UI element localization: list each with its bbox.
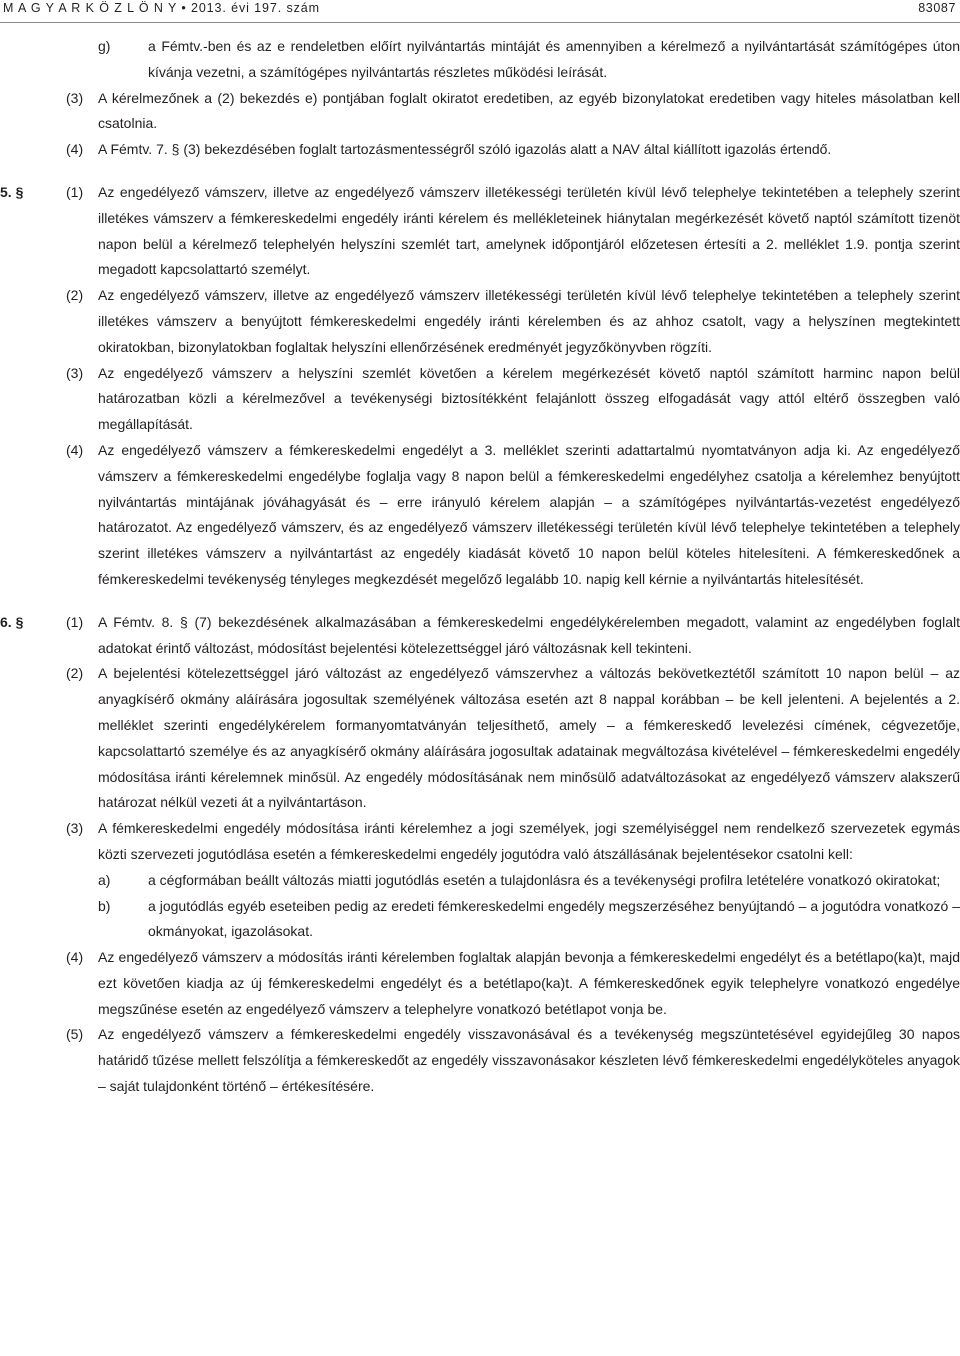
paragraph-label: (3) xyxy=(66,89,84,106)
paragraph-text: a jogutódlás egyéb eseteiben pedig az eredeti fémkereskedelmi engedély megszerzéséhez benyújtandó – a jogutódra vonatkozó – okmányokat, igazolásokat. xyxy=(148,897,960,940)
page-header xyxy=(0,0,960,23)
paragraph xyxy=(0,86,960,138)
paragraph xyxy=(0,945,960,1022)
list-item xyxy=(0,868,960,894)
paragraph-label: (2) xyxy=(66,665,84,682)
paragraph-text: Az engedélyező vámszerv, illetve az engedélyező vámszerv illetékességi területén kívül lévő telephelye tekintetében a telephely szerint illetékes vámszerv a fémkereskedelmi engedély iránti kérelem és mellékleteinek hiánytalan megérkezését követő naptól számított tizenöt napon belül a kérelmező telephelyén helyszíni szemlét tart, amelynek időpontjáról előzetesen értesíti a 2. melléklet 1.9. pontja szerint megadott kapcsolattartó személyt. xyxy=(98,183,960,278)
section-number: 6. § xyxy=(0,613,24,630)
paragraph-text: Az engedélyező vámszerv, illetve az engedélyező vámszerv illetékességi területén kívül lévő telephelye tekintetében a telephely szerint illetékes vámszerv a benyújtott fémkereskedelmi engedély iránti kérelemben és az ahhoz csatolt, vagy a helyszínen megtekintett okiratokban, bizonylatokban foglaltak helyszíni ellenőrzésének eredményét jegyzőkönyvben rögzíti. xyxy=(98,287,960,355)
journal-title: M A G Y A R K Ö Z L Ö N Y • 2013. évi 197. szám xyxy=(3,1,320,15)
page-number: 83087 xyxy=(918,1,956,15)
paragraph-text: A kérelmezőnek a (2) bekezdés e) pontjában foglalt okiratot eredetiben, az egyéb bizonylatokat eredetiben vagy hiteles másolatban kell csatolnia. xyxy=(98,89,960,132)
paragraph xyxy=(0,283,960,360)
paragraph xyxy=(0,816,960,868)
list-item xyxy=(0,34,960,86)
paragraph-label: (3) xyxy=(66,364,84,381)
paragraph-label: (1) xyxy=(66,613,84,630)
paragraph-label: b) xyxy=(98,897,111,914)
paragraph-label: (1) xyxy=(66,183,84,200)
document-body xyxy=(0,34,960,1100)
paragraph-label: a) xyxy=(98,871,111,888)
paragraph-label: (5) xyxy=(66,1026,84,1043)
paragraph-text: Az engedélyező vámszerv a módosítás iránti kérelemben foglaltak alapján bevonja a fémkereskedelmi engedélyt és a betétlapo(ka)t, majd ezt követően kiadja az új fémkereskedelmi engedélyt és a betétlapo(ka)t. A fémkereskedőnek egyik telephelyre vonatkozó engedélye megszűnése esetén az engedélyező vámszerv a telephelyre vonatkozó betétlapot vonja be. xyxy=(98,949,960,1017)
paragraph-text: Az engedélyező vámszerv a helyszíni szemlét követően a kérelem megérkezését követő naptól számított harminc napon belül határozatban közli a kérelmezővel a tevékenységi biztosítékként felajánlott összeg elfogadását vagy attól eltérő összegben való megállapítását. xyxy=(98,364,960,433)
paragraph-label: (2) xyxy=(66,287,84,304)
paragraph-text: Az engedélyező vámszerv a fémkereskedelmi engedélyt a 3. melléklet szerinti adattartalmú nyomtatványon adja ki. Az engedélyező vámszerv a fémkereskedelmi engedélybe foglalja vagy 8 napon belül a fémkereskedelmi engedélyhez csatolja a kérelemhez benyújtott nyilvántartás mintájának jóváhagyását és – erre irányuló kérelem alapján – a számítógépes nyilvántartás-vezetést engedélyező határozatot. Az engedélyező vámszerv, és az engedélyező vámszerv illetékességi területén kívül lévő telephelye tekintetében a telephely szerint illetékes vámszerv a nyilvántartást az engedély kiadását követő 10 napon belül köteles hitelesíteni. A fémkereskedőnek a fémkereskedelmi tevékenység tényleges megkezdését megelőző legalább 10. napig kell kérnie a nyilvántartás hitelesítését. xyxy=(98,441,960,587)
paragraph xyxy=(0,661,960,816)
section-number: 5. § xyxy=(0,183,24,200)
paragraph-text: a Fémtv.-ben és az e rendeletben előírt nyilvántartás mintáját és amennyiben a kérelmező a nyilvántartását számítógépes úton kívánja vezetni, a számítógépes nyilvántartás részletes működési leírását. xyxy=(148,38,960,80)
section-paragraph xyxy=(0,180,960,283)
paragraph xyxy=(0,137,960,163)
paragraph-label: (3) xyxy=(66,820,84,837)
paragraph-text: A bejelentési kötelezettséggel járó változást az engedélyező vámszervhez a változás bekövetkeztétől számított 10 napon belül – az anyagkísérő okmány aláírására jogosultak személyének változása esetén azt 8 nappal korábban – be kell jelenteni. A bejelentés a 2. melléklet szerinti engedélykérelem formanyomtatványán teljesíthető, amely – a fémkereskedő levelezési címének, cégvezetője, kapcsolattartó személye és az anyagkísérő okmány aláírására jogosultak adatainak megváltozása kivételével – fémkereskedelmi engedély módosítása iránti kérelemnek minősül. Az engedély módosításának nem minősülő adatváltozásokat az engedélyező vámszerv alakszerű határozat nélkül vezeti át a nyilvántartáson. xyxy=(98,665,960,811)
paragraph-text: A fémkereskedelmi engedély módosítása iránti kérelemhez a jogi személyek, jogi személyiséggel nem rendelkező szervezetek egymás közti szervezeti jogutódlása esetén a fémkereskedelmi engedély jogutódra való átszállásának bejelentésekor csatolni kell: xyxy=(98,820,960,862)
paragraph-text: A Fémtv. 7. § (3) bekezdésében foglalt tartozásmentességről szóló igazolás alatt a NAV által kiállított igazolás értendő. xyxy=(98,141,832,158)
paragraph xyxy=(0,438,960,593)
paragraph-text: A Fémtv. 8. § (7) bekezdésének alkalmazásában a fémkereskedelmi engedélykérelemben megadott, valamint az engedélyben foglalt adatokat érintő változást, módosítást bejelentési kötelezettséggel járó változásnak kell tekinteni. xyxy=(98,613,960,656)
list-item xyxy=(0,894,960,946)
paragraph-label: (4) xyxy=(66,141,84,158)
paragraph-text: a cégformában beállt változás miatti jogutódlás esetén a tulajdonlásra és a tevékenységi profilra letételére vonatkozó okiratokat; xyxy=(148,871,941,888)
section-paragraph xyxy=(0,610,960,662)
paragraph xyxy=(0,1022,960,1099)
paragraph-label: g) xyxy=(98,38,111,54)
paragraph xyxy=(0,361,960,438)
paragraph-label: (4) xyxy=(66,441,84,458)
paragraph-label: (4) xyxy=(66,949,84,966)
paragraph-text: Az engedélyező vámszerv a fémkereskedelmi engedély visszavonásával és a tevékenység megszüntetésével egyidejűleg 30 napos határidő tűzése mellett felszólítja a fémkereskedőt az engedély visszavonásakor készleten lévő fémkereskedelmi engedélyköteles anyagok – saját tulajdonként történő – értékesítésére. xyxy=(98,1026,960,1095)
